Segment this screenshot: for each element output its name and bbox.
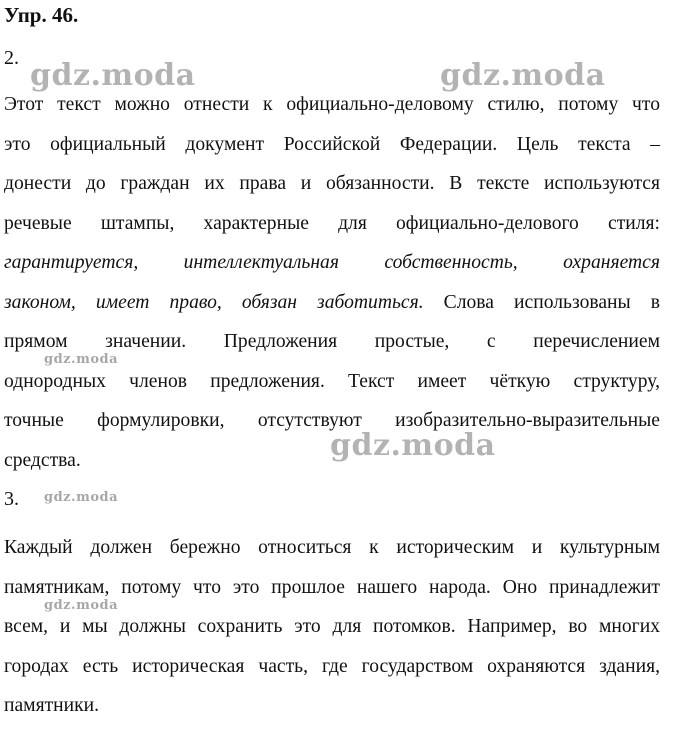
watermark-logo: gdz.moda bbox=[440, 58, 606, 93]
paragraph-line: речевые штампы, характерные для официально-делового стиля: bbox=[4, 212, 660, 234]
italic-examples-2: законом, имеет право, обязан заботиться. bbox=[4, 291, 424, 313]
paragraph-line: донести до граждан их права и обязанности. В тексте используются bbox=[4, 173, 660, 194]
paragraph-line: памятники. bbox=[4, 695, 100, 716]
paragraph-line: памятникам, потому что это прошлое нашего народа. Оно принадлежит bbox=[4, 576, 660, 598]
watermark-logo: gdz.moda bbox=[30, 58, 196, 93]
section-2-paragraph bbox=[4, 85, 660, 480]
section-3-number: 3. bbox=[4, 488, 19, 510]
paragraph-line: однородных членов предложения. Текст имеет чёткую структуру, bbox=[4, 370, 660, 392]
paragraph-line-mixed bbox=[4, 283, 660, 323]
paragraph-line: Каждый должен бережно относиться к историческим и культурным bbox=[4, 537, 660, 558]
paragraph-line: средства. bbox=[4, 449, 81, 471]
watermark-logo: gdz.moda bbox=[44, 352, 119, 367]
watermark-logo: gdz.moda bbox=[44, 598, 119, 613]
section-3-paragraph bbox=[4, 528, 660, 726]
exercise-title: Упр. 46. bbox=[4, 3, 79, 27]
watermark-logo: gdz.moda bbox=[330, 428, 496, 463]
paragraph-line: Этот текст можно отнести к официально-деловому стилю, потому что bbox=[4, 94, 660, 115]
paragraph-line: всем, и мы должны сохранить это для потомков. Например, во многих bbox=[4, 616, 660, 637]
section-2-number: 2. bbox=[4, 47, 19, 69]
paragraph-line-italic bbox=[4, 243, 660, 283]
paragraph-line: точные формулировки, отсутствуют изобразительно-выразительные bbox=[4, 410, 660, 431]
paragraph-line: прямом значении. Предложения простые, с перечислением bbox=[4, 331, 660, 352]
paragraph-text: Слова использованы в bbox=[423, 291, 660, 313]
italic-examples-1: гарантируется, интеллектуальная собственность, охраняется bbox=[4, 252, 660, 273]
watermark-logo: gdz.moda bbox=[44, 490, 119, 505]
paragraph-line: это официальный документ Российской Федерации. Цель текста – bbox=[4, 133, 660, 155]
paragraph-line: городах есть историческая часть, где государством охраняются здания, bbox=[4, 655, 660, 677]
